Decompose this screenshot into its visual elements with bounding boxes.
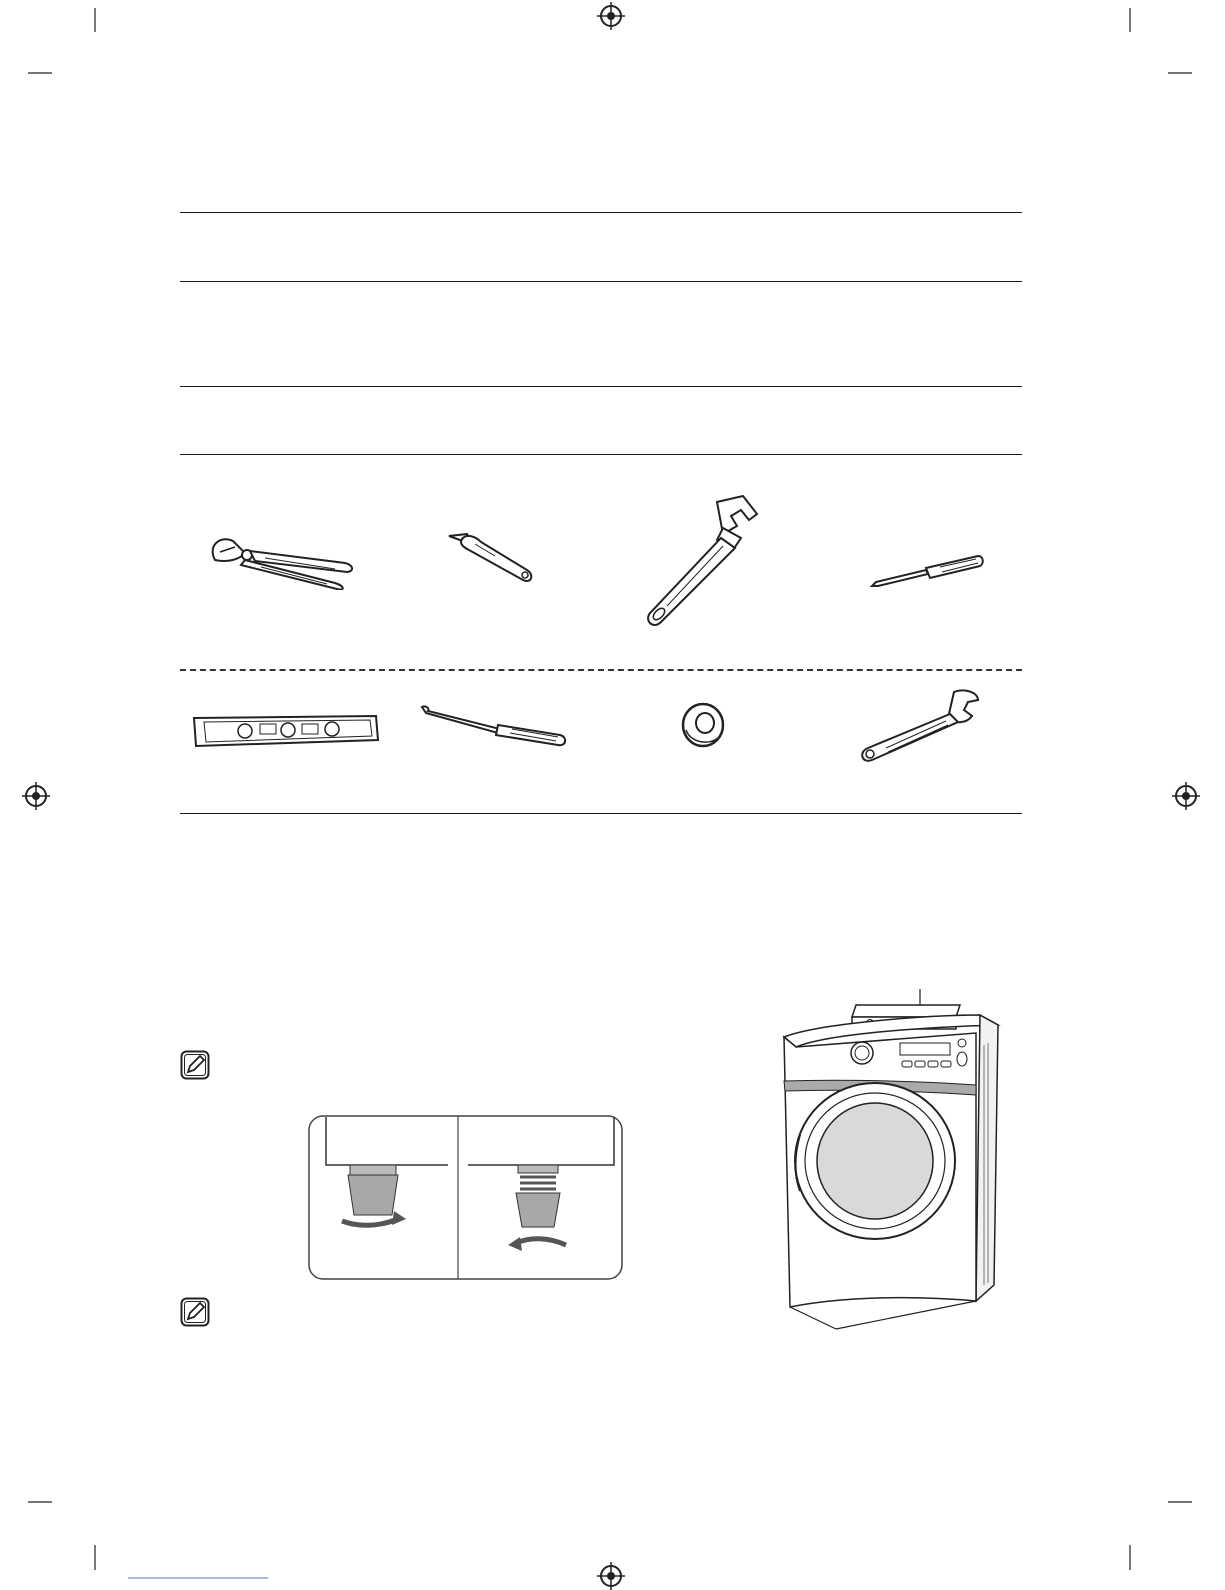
level-icon [190,712,380,750]
phillips-screwdriver-icon [420,703,570,748]
utility-knife-icon [445,530,540,585]
note-pencil-icon [180,1050,210,1080]
table-rule [180,386,1022,387]
note-pencil-icon [180,1297,210,1327]
washer-with-level-icon [780,985,1010,1330]
registration-target-icon [22,782,50,810]
registration-target-icon [1172,782,1200,810]
table-rule [180,281,1022,282]
registration-target-icon [597,2,625,30]
thread-tape-icon [678,700,728,750]
tools-divider-dashed [180,669,1022,671]
registration-target-icon [597,1562,625,1590]
table-rule [180,454,1022,455]
pliers-icon [195,525,360,590]
adjustable-wrench-icon [860,688,985,763]
table-rule-top [180,212,1022,213]
pipe-wrench-icon [645,494,770,629]
leveling-feet-icon [308,1115,623,1280]
flathead-screwdriver-icon [870,550,985,590]
table-rule-bottom [180,813,1022,814]
